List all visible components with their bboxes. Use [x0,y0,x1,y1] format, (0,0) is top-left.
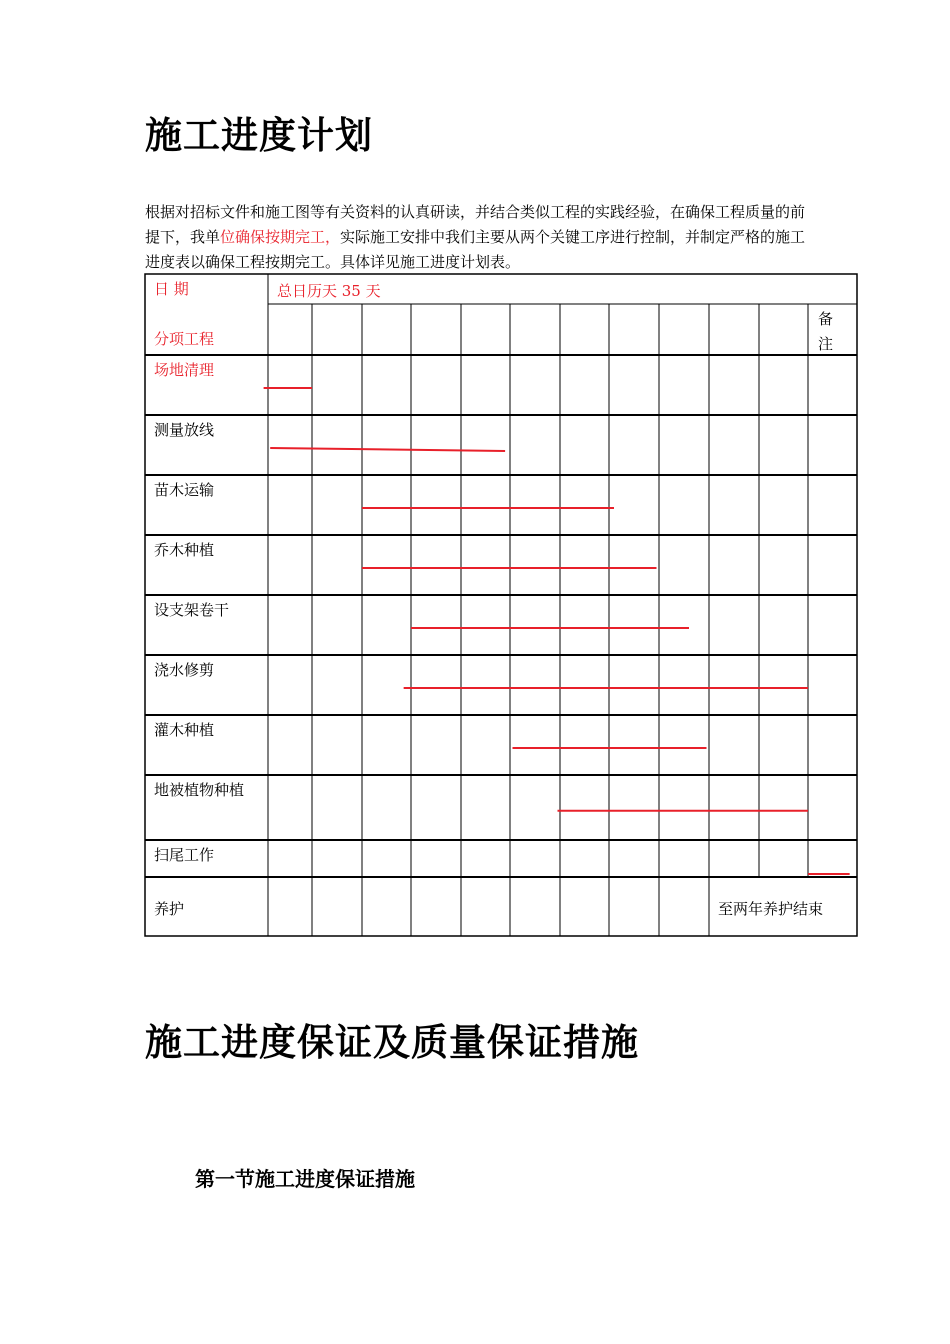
intro-paragraph [145,200,813,275]
task-name: 场地清理 [154,361,215,379]
maintenance-note: 至两年养护结束 [718,900,824,918]
intro-highlight: 位确保按期完工， [220,228,341,246]
task-name: 地被植物种植 [154,781,245,799]
remark-header-1: 备 [818,310,834,328]
task-name: 浇水修剪 [154,661,215,679]
page-title: 施工进度计划 [145,114,373,157]
intro-text-2: 实际施工安排中我们主要从两个关键工序进行控制，并制定严格的施工进度表以确保工程按期完工。具体详见施工进度计划表。 [145,228,806,271]
task-name: 设支架卷干 [154,601,230,619]
task-name: 灌木种植 [154,721,215,739]
intro-text-1: 根据对招标文件和施工图等有关资料的认真研读，并结合类似工程的实践经验，在确保工程质量的前提下，我单 [145,203,806,246]
header-total-days: 总日历天 35 天 [277,282,381,300]
task-name: 乔木种植 [154,541,215,559]
subsection-title: 第一节施工进度保证措施 [195,1167,415,1191]
gantt-bar [270,448,505,451]
task-name: 苗木运输 [154,481,215,499]
header-item-label: 分项工程 [154,330,215,348]
section-title: 施工进度保证及质量保证措施 [145,1021,639,1064]
header-date-label: 日 期 [154,280,189,298]
maintenance-label: 养护 [154,900,185,918]
table-border [145,274,857,936]
task-name: 测量放线 [154,421,215,439]
remark-header-2: 注 [818,335,834,353]
task-name: 扫尾工作 [154,846,215,864]
